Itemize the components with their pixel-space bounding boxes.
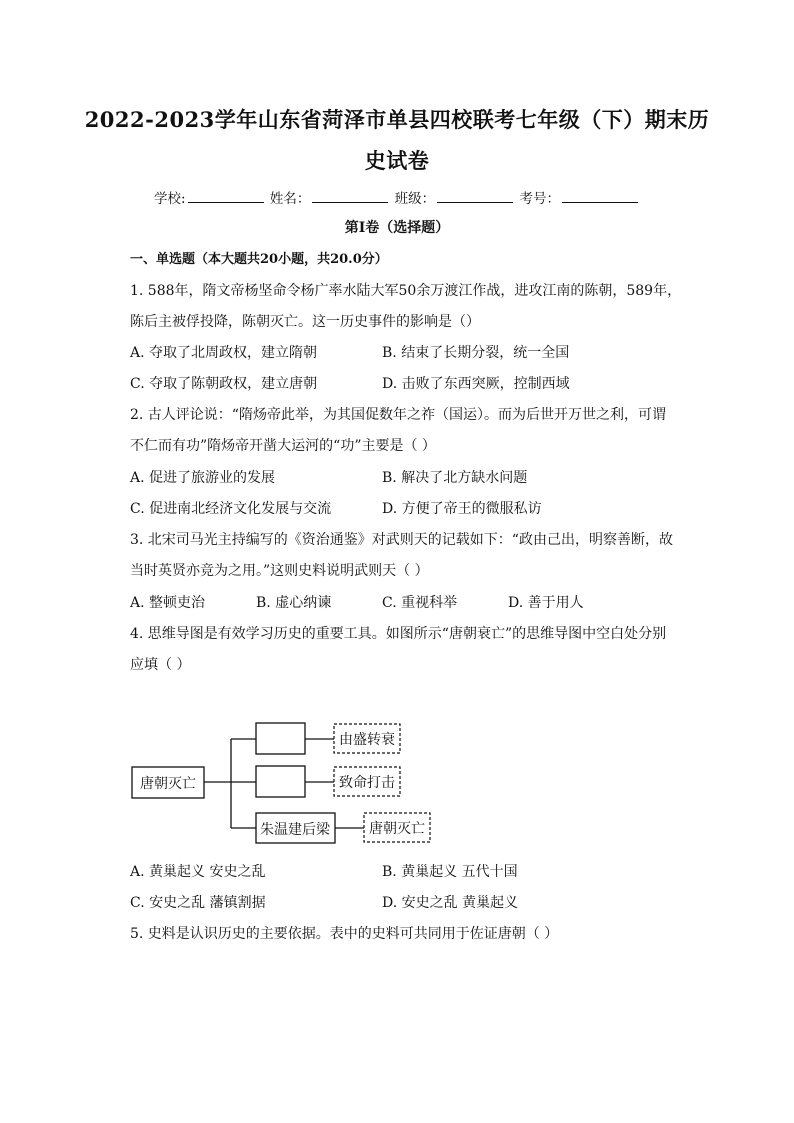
q2-option-c: C. 促进南北经济文化发展与交流 bbox=[130, 501, 332, 517]
volume-heading: 第I卷（选择题） bbox=[344, 220, 450, 236]
branch3-label: 朱温建后梁 bbox=[260, 822, 330, 838]
q3-option-a: A. 整顿吏治 bbox=[130, 595, 206, 611]
result-box-1 bbox=[334, 724, 400, 753]
q4-line1: 4. 思维导图是有效学习历史的重要工具。如图所示“唐朝衰亡”的思维导图中空白处分别 bbox=[130, 626, 667, 642]
school-blank bbox=[188, 190, 264, 203]
branch3-box bbox=[256, 813, 335, 843]
root-box bbox=[132, 767, 204, 798]
q4-option-b: B. 黄巢起义 五代十国 bbox=[382, 864, 518, 880]
result-box-3 bbox=[364, 813, 430, 842]
result3-label: 唐朝灭亡 bbox=[369, 821, 425, 837]
q2-line1: 2. 古人评论说：“隋炀帝此举，为其国促数年之祚（国运）。而为后世开万世之利，可谓 bbox=[130, 407, 666, 423]
school-label: 学校: bbox=[154, 191, 186, 207]
blank-box-2 bbox=[256, 766, 305, 797]
q1-line2: 陈后主被俘投降，陈朝灭亡。这一历史事件的影响是（） bbox=[130, 314, 480, 330]
exam-number-label: 考号： bbox=[519, 191, 560, 207]
q2-option-a: A. 促进了旅游业的发展 bbox=[130, 470, 276, 486]
q2-line2: 不仁而有功”隋炀帝开凿大运河的“功”主要是（ ） bbox=[130, 438, 436, 454]
q4-option-d: D. 安史之乱 黄巢起义 bbox=[382, 895, 519, 911]
result2-label: 致命打击 bbox=[339, 775, 395, 791]
student-info-row bbox=[0, 187, 794, 207]
q1-line1: 1. 588年，隋文帝杨坚命令杨广率水陆大军50余万渡江作战，进攻江南的陈朝，589年， bbox=[130, 283, 682, 299]
q5-line1: 5. 史料是认识历史的主要依据。表中的史料可共同用于佐证唐朝（ ） bbox=[130, 926, 559, 942]
exam-number-blank bbox=[562, 190, 638, 203]
q3-line1: 3. 北宋司马光主持编写的《资治通鉴》对武则天的记载如下：“政由己出，明察善断，故 bbox=[130, 532, 673, 548]
result1-label: 由盛转衰 bbox=[339, 732, 395, 748]
q4-line2: 应填（ ） bbox=[130, 657, 191, 673]
q3-option-c: C. 重视科举 bbox=[382, 595, 458, 611]
class-label: 班级： bbox=[394, 191, 436, 207]
q4-option-c: C. 安史之乱 藩镇割据 bbox=[130, 895, 266, 911]
root-label: 唐朝灭亡 bbox=[140, 776, 196, 792]
q1-option-d: D. 击败了东西突厥，控制西域 bbox=[382, 376, 570, 392]
q1-option-c: C. 夺取了陈朝政权，建立唐朝 bbox=[130, 376, 318, 392]
q3-line2: 当时英贤亦竞为之用。”这则史料说明武则天（ ） bbox=[130, 563, 429, 579]
q4-option-a: A. 黄巢起义 安史之乱 bbox=[130, 864, 266, 880]
q2-option-d: D. 方便了帝王的微服私访 bbox=[382, 501, 542, 517]
exam-title-line1: 2022-2023学年山东省菏泽市单县四校联考七年级（下）期末历 bbox=[84, 107, 710, 132]
section-heading: 一、单选题（本大题共20小题，共20.0分） bbox=[130, 252, 388, 267]
q2-option-b: B. 解决了北方缺水问题 bbox=[382, 470, 528, 486]
name-blank bbox=[312, 190, 388, 203]
q1-option-a: A. 夺取了北周政权，建立隋朝 bbox=[130, 345, 318, 361]
q1-option-b: B. 结束了长期分裂，统一全国 bbox=[382, 345, 570, 361]
exam-title-line2: 史试卷 bbox=[364, 148, 430, 173]
result-box-2 bbox=[334, 767, 400, 796]
name-label: 姓名： bbox=[269, 191, 311, 207]
q3-option-b: B. 虚心纳谏 bbox=[256, 595, 332, 611]
q3-option-d: D. 善于用人 bbox=[508, 595, 584, 611]
class-blank bbox=[437, 190, 513, 203]
blank-box-1 bbox=[256, 723, 305, 754]
